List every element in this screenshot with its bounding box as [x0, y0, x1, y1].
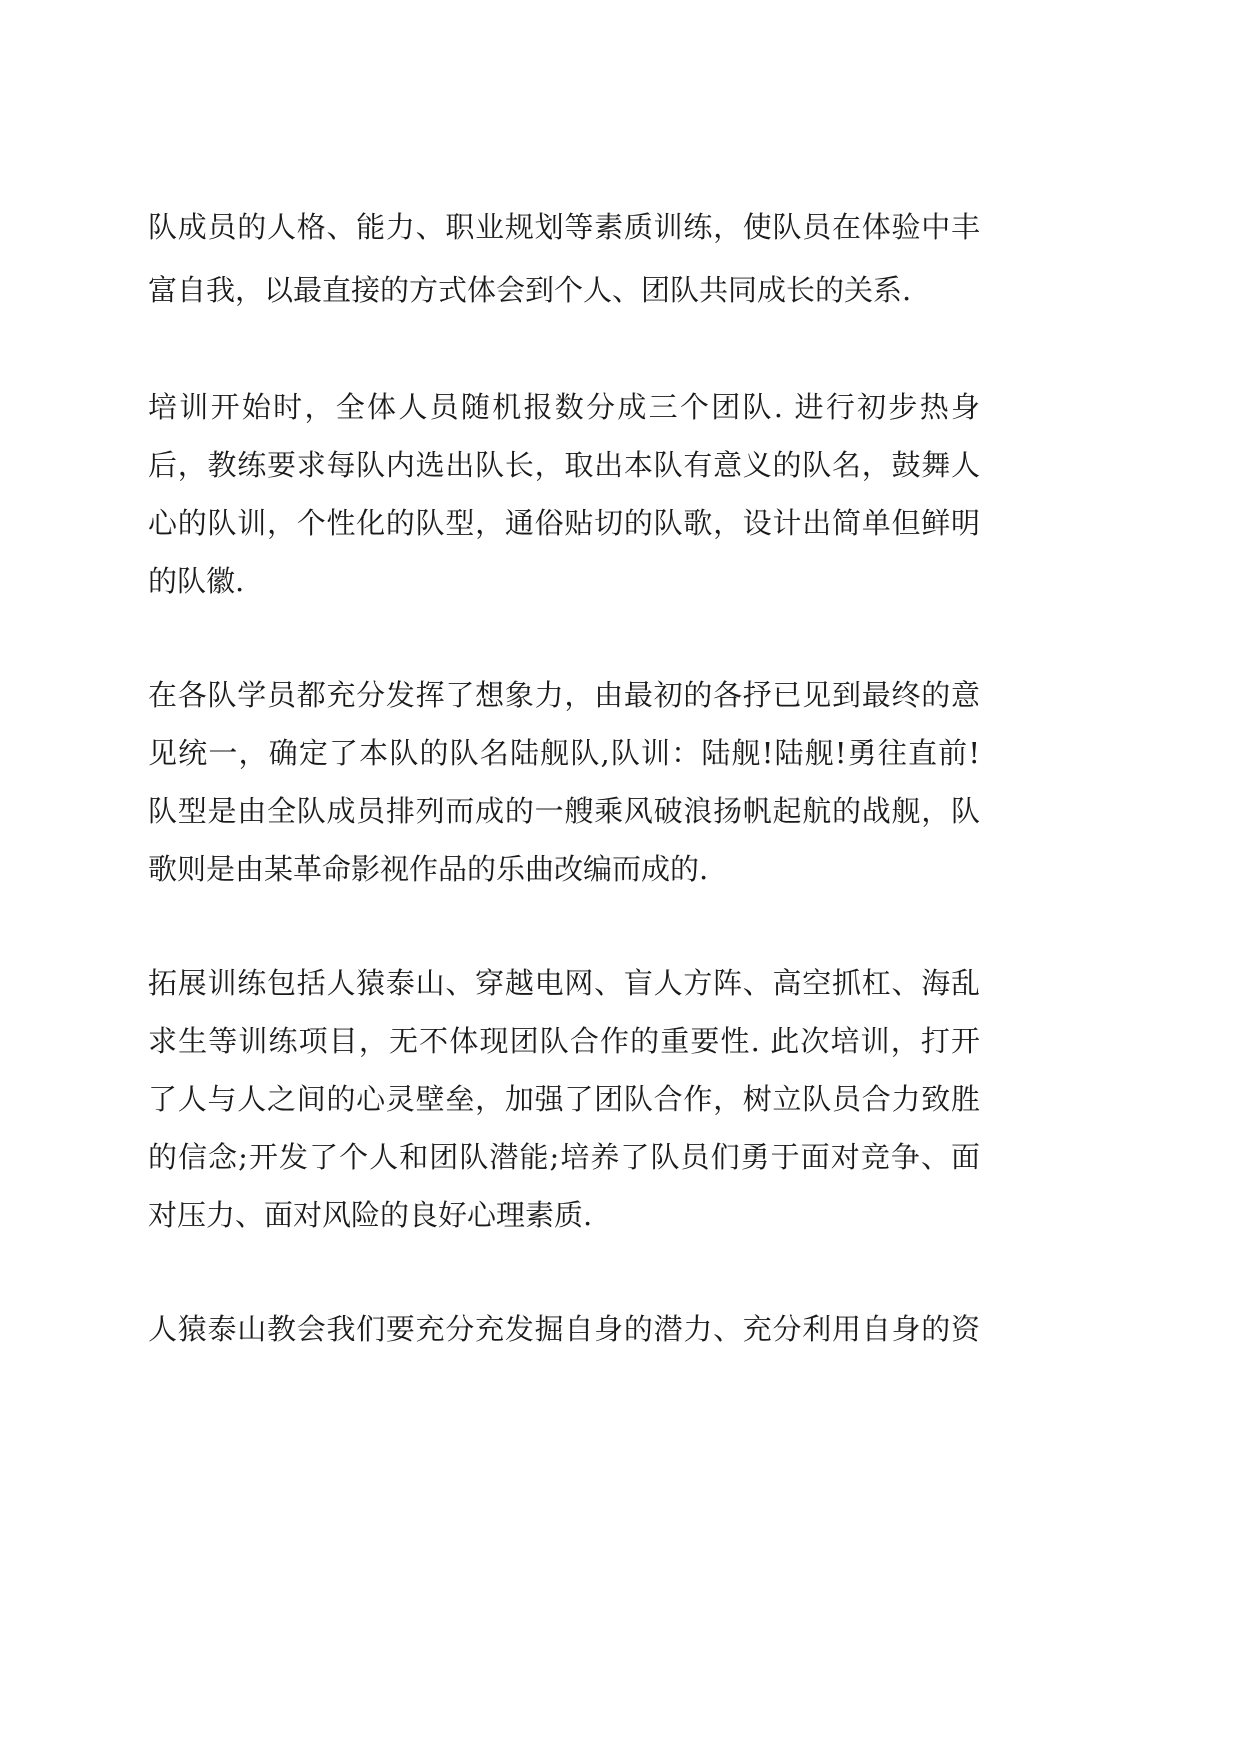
paragraph-3	[148, 666, 980, 898]
text-line: 队型是由全队成员排列而成的一艘乘风破浪扬帆起航的战舰，队	[148, 794, 980, 828]
text-line: 求生等训练项目，无不体现团队合作的重要性. 此次培训，打开	[148, 1024, 980, 1058]
text-line: 人猿泰山教会我们要充分充发掘自身的潜力、充分利用自身的资	[148, 1312, 980, 1346]
text-line: 后，教练要求每队内选出队长，取出本队有意义的队名，鼓舞人	[148, 448, 980, 482]
text-line: 富自我，以最直接的方式体会到个人、团队共同成长的关系.	[148, 273, 912, 307]
body-text	[148, 196, 980, 1414]
text-line: 在各队学员都充分发挥了想象力，由最初的各抒已见到最终的意	[148, 678, 980, 712]
text-line: 的信念;开发了个人和团队潜能;培养了队员们勇于面对竞争、面	[148, 1140, 980, 1174]
paragraph-5	[148, 1300, 980, 1358]
text-line: 的队徽.	[148, 564, 245, 598]
paragraph-1	[148, 196, 980, 322]
text-line: 见统一，确定了本队的队名陆舰队,队训：陆舰!陆舰!勇往直前!	[148, 736, 980, 770]
paragraph-2	[148, 378, 980, 610]
text-line: 心的队训，个性化的队型，通俗贴切的队歌，设计出简单但鲜明	[148, 506, 980, 540]
text-line: 了人与人之间的心灵壁垒，加强了团队合作，树立队员合力致胜	[148, 1082, 980, 1116]
text-line: 歌则是由某革命影视作品的乐曲改编而成的.	[148, 852, 709, 886]
text-line: 拓展训练包括人猿泰山、穿越电网、盲人方阵、高空抓杠、海乱	[148, 966, 980, 1000]
paragraph-4	[148, 954, 980, 1244]
text-line: 对压力、面对风险的良好心理素质.	[148, 1198, 593, 1232]
text-line: 队成员的人格、能力、职业规划等素质训练，使队员在体验中丰	[148, 210, 980, 244]
text-line: 培训开始时，全体人员随机报数分成三个团队. 进行初步热身	[148, 390, 980, 424]
